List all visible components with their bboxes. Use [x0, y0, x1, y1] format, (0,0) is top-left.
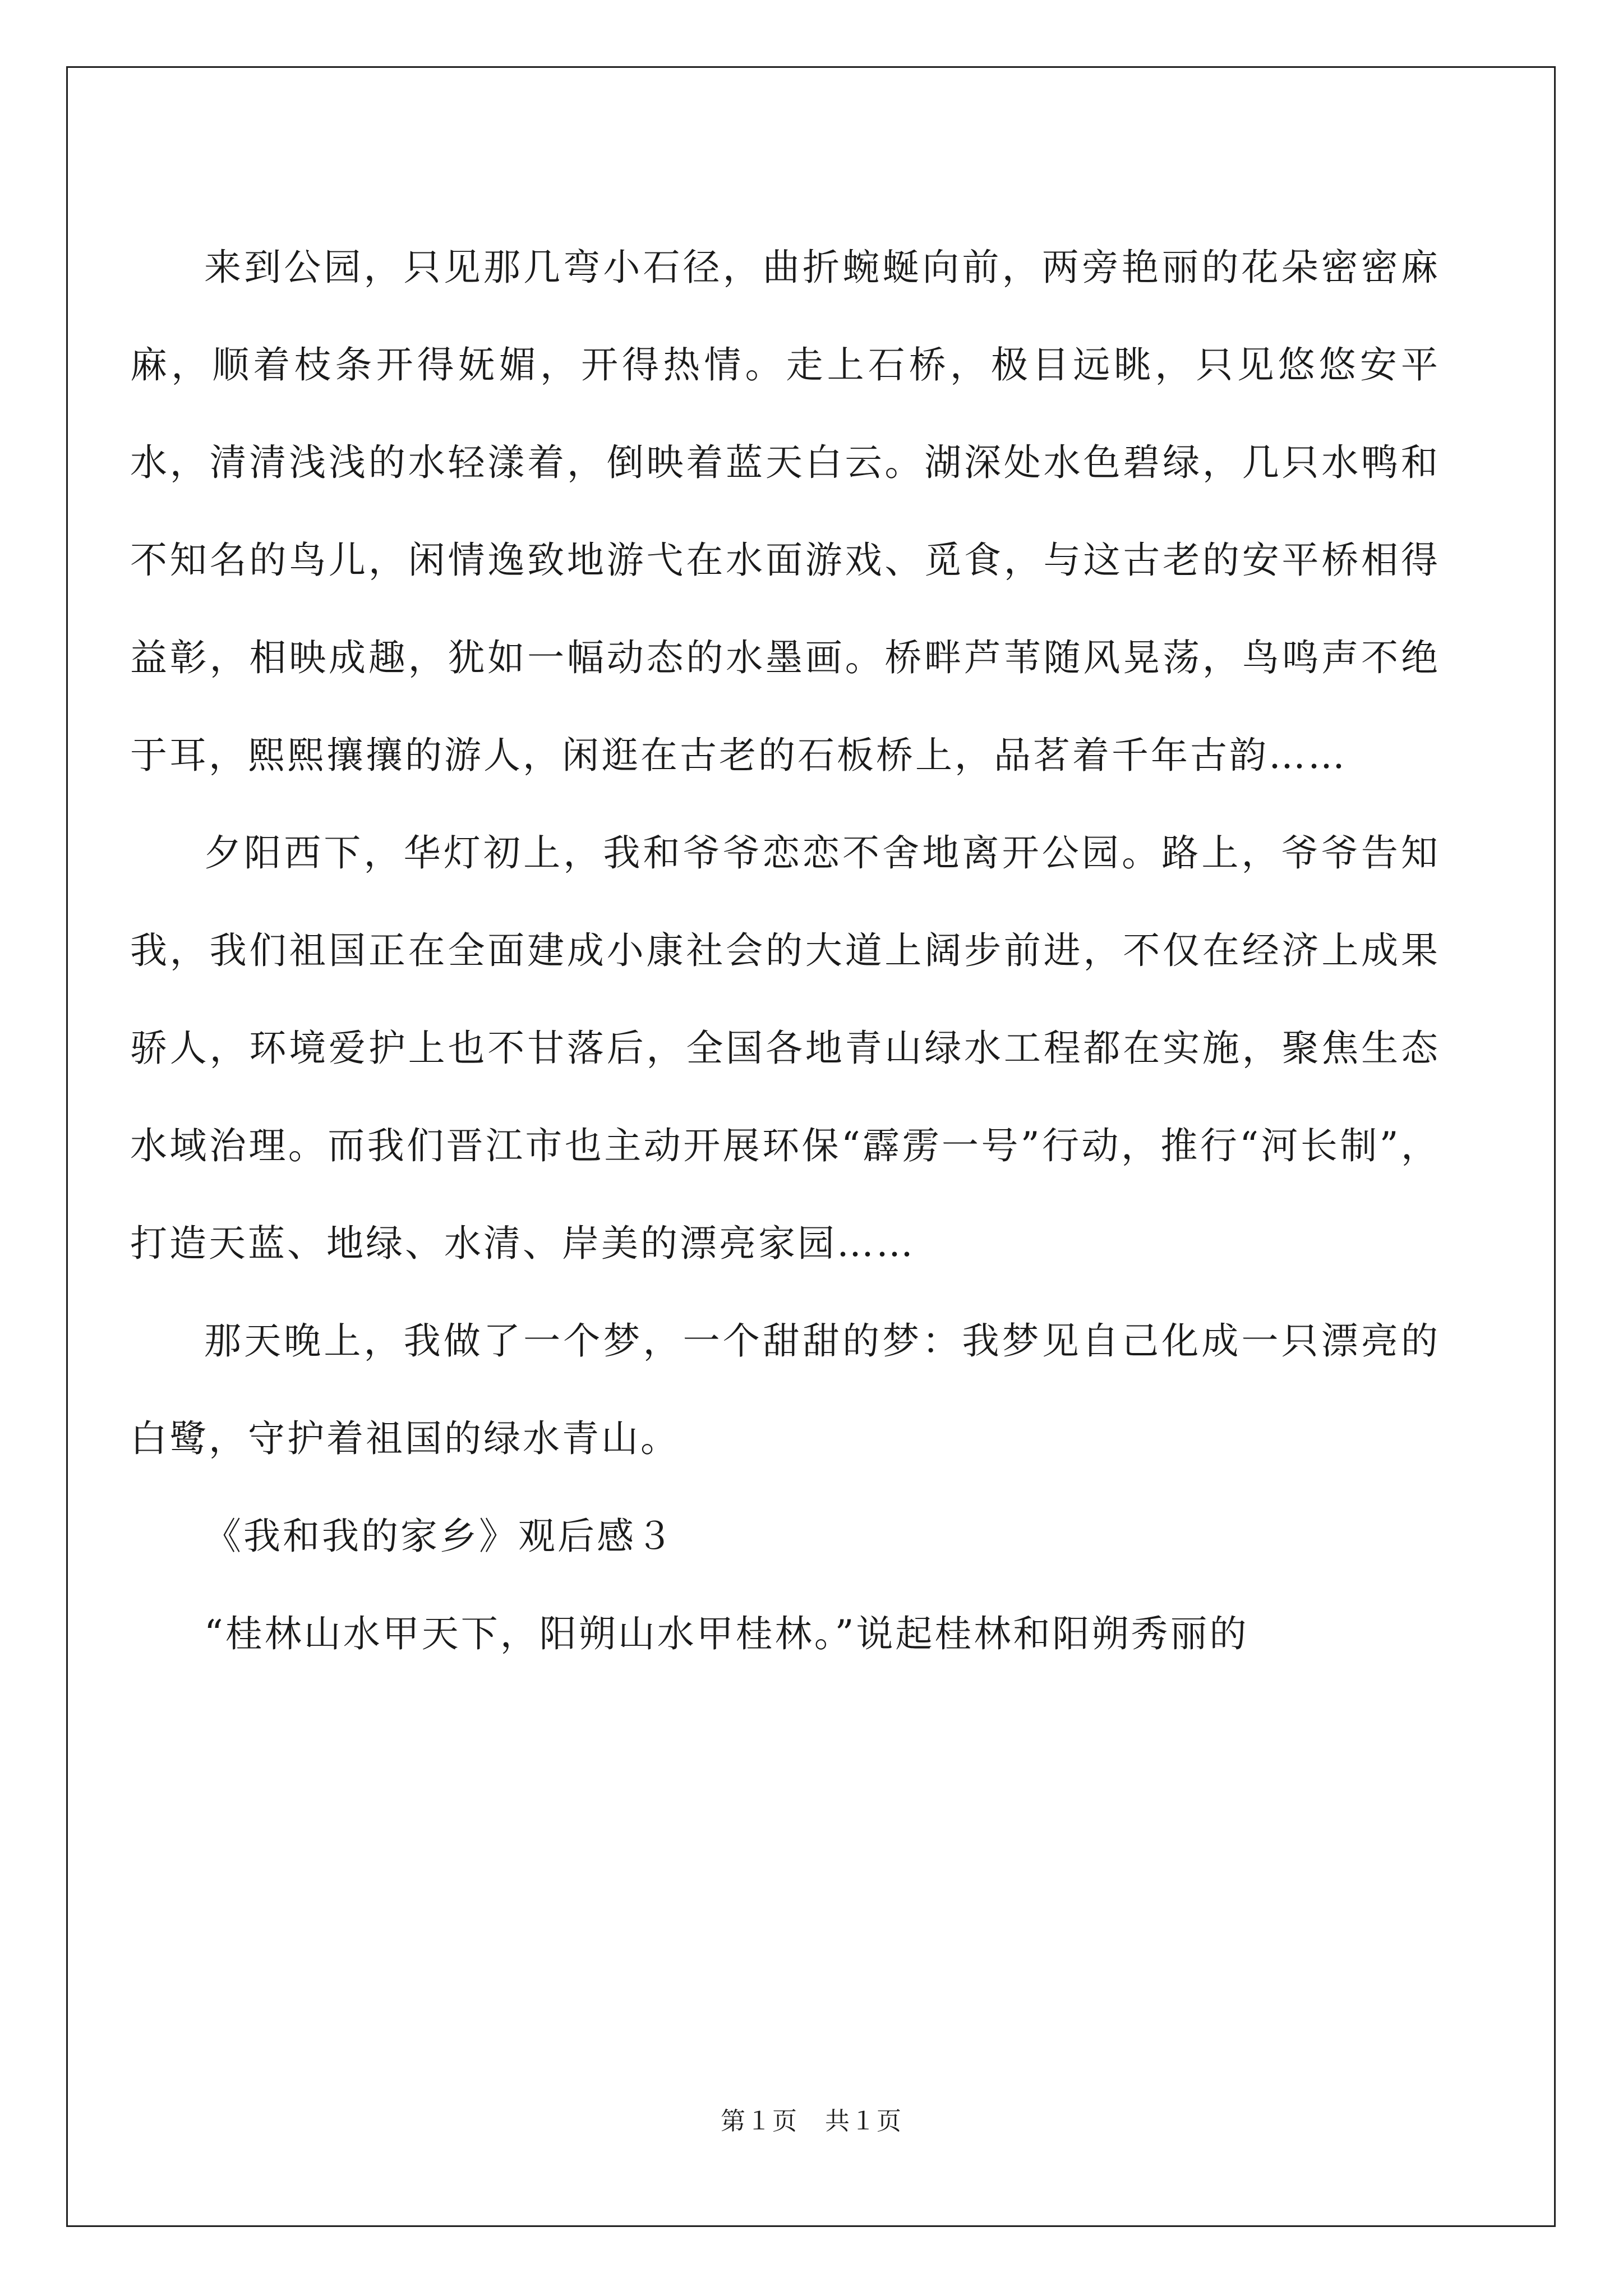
page-total: 共１页: [825, 2107, 902, 2136]
section-heading: 《我和我的家乡》观后感３: [204, 1515, 675, 1558]
paragraph-sunset: 夕阳西下，华灯初上，我和爷爷恋恋不舍地离开公园。路上，爷爷告知我，我们祖国正在全面建成小康社会的大道上阔步前进，不仅在经济上成果骄人，环境爱护上也不甘落后，全国各地青山绿水工程都在实施，聚焦生态水域治理。而我们晋江市也主动开展环保“霹雳一号”行动，推行“河长制”，打造天蓝、地绿、水清、岸美的漂亮家园……: [130, 831, 1440, 1265]
page-footer: [0, 2101, 1623, 2137]
document-body: [130, 219, 1440, 1683]
paragraph-guilin: “桂林山水甲天下，阳朔山水甲桂林。”说起桂林和阳朔秀丽的: [204, 1612, 1249, 1655]
page-number: 第１页: [721, 2107, 798, 2136]
paragraph-dream: 那天晚上，我做了一个梦，一个甜甜的梦：我梦见自己化成一只漂亮的白鹭，守护着祖国的绿水青山。: [130, 1319, 1440, 1460]
paragraph-park: 来到公园，只见那几弯小石径，曲折蜿蜒向前，两旁艳丽的花朵密密麻麻，顺着枝条开得妩媚，开得热情。走上石桥，极目远眺，只见悠悠安平水，清清浅浅的水轻漾着，倒映着蓝天白云。湖深处水色碧绿，几只水鸭和不知名的鸟儿，闲情逸致地游弋在水面游戏、觅食，与这古老的安平桥相得益彰，相映成趣，犹如一幅动态的水墨画。桥畔芦苇随风晃荡，鸟鸣声不绝于耳，熙熙攘攘的游人，闲逛在古老的石板桥上，品茗着千年古韵……: [130, 246, 1440, 777]
